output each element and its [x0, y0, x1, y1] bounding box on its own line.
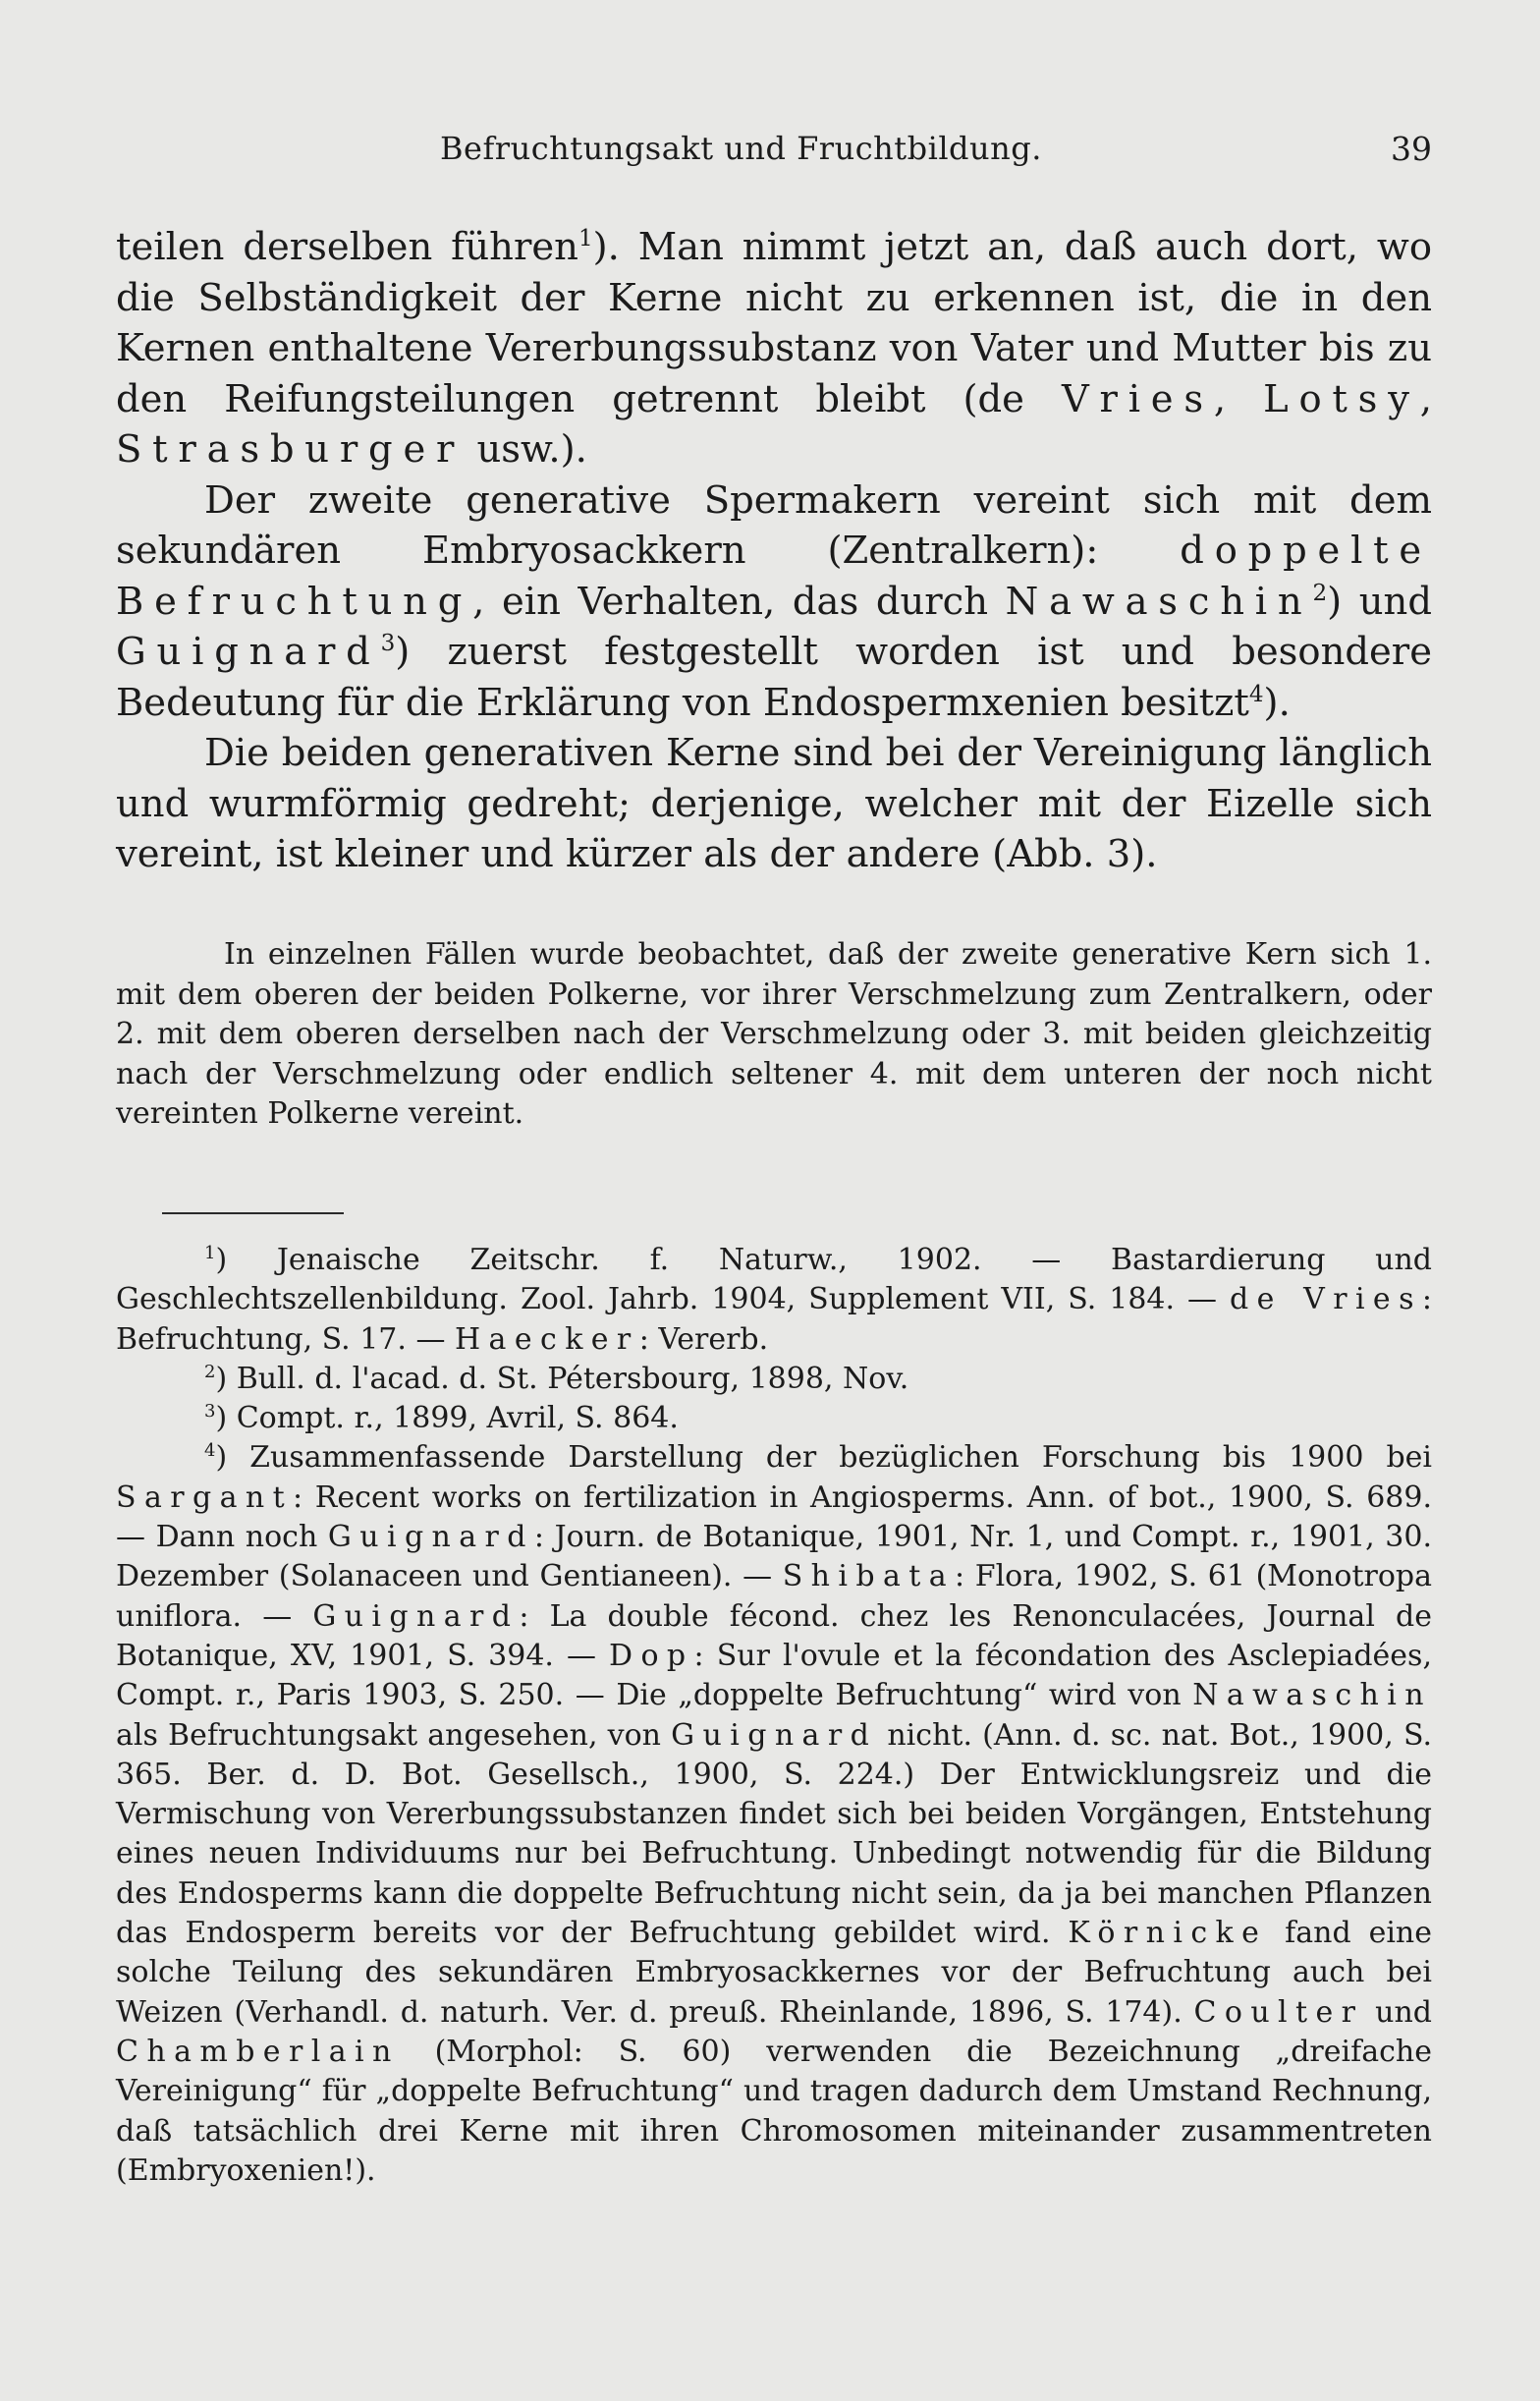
author-name: Guignard — [327, 1520, 534, 1555]
footnote-separator — [162, 1212, 344, 1214]
footnote-3: $^3$) Compt. r., 1899, Avril, S. 864. — [204, 1401, 679, 1436]
author-name: Sargant — [116, 1480, 294, 1515]
footnote-ref-2: 2 — [1312, 580, 1328, 606]
footnote-ref-1: 1 — [578, 226, 593, 252]
author-name: Vries — [1061, 376, 1214, 421]
author-name: Guignard — [312, 1598, 520, 1634]
small-print-paragraph: In einzelnen Fällen wurde beobachtet, daß der zweite generative Kern sich 1. mit dem oberen der beiden Polkerne, vor ihrer Verschmelzung zum Zentralkern, oder 2. mit dem oberen derselben nach der Verschmelzung oder 3. mit beiden gleichzeitig nach der Verschmelzung oder endlich seltener 4. mit dem unteren der noch nicht vereinten Polkerne vereint. — [116, 937, 1432, 1131]
page-number: 39 — [1391, 130, 1432, 168]
author-name: Shibata — [782, 1559, 956, 1594]
footnote-1: $^1$) Jenaische Zeitschr. f. Naturw., 1902. — Bastardierung und Geschlechtszellenbildung. Zool. Jahrb. 1904, Supplement VII, S. 184. — de Vries: Befruchtung, S. 17. — Haecker: Vererb. — [116, 1243, 1432, 1357]
paragraph-3: Die beiden generativen Kerne sind bei der Vereinigung länglich und wurmförmig gedreht; derjenige, welcher mit der Eizelle sich vereint, ist kleiner und kürzer als der andere (Abb. 3). — [116, 731, 1432, 876]
footnotes — [116, 1241, 1432, 2191]
footnote-4: $^4$) Zusammenfassende Darstellung der bezüglichen Forschung bis 1900 bei Sargant: Recent works on fertilization in Angiosperms. Ann. of bot., 1900, S. 689. — Dann noch Guignard: Journ. de Botanique, 1901, Nr. 1, und Compt. r., 1901, 30. Dezember (Solanaceen und Gentianeen). — Shibata: Flora, 1902, S. 61 (Monotropa uniflora. — Guignard: La double fécond. chez les Renonculacées, Journal de Botanique, XV, 1901, S. 394. — Dop: Sur l'ovule et la fécondation des Asclepiadées, Compt. r., Paris 1903, S. 250. — Die „doppelte Befruchtung“ wird von Nawaschin als Befruchtungsakt angesehen, von Guignard nicht. (Ann. d. sc. nat. Bot., 1900, S. 365. Ber. d. D. Bot. Gesellsch., 1900, S. 224.) Der Entwicklungsreiz und die Vermischung von Vererbungssubstanzen findet sich bei beiden Vorgängen, Entstehung eines neuen Individuums nur bei Befruchtung. Unbedingt notwendig für die Bildung des Endosperms kann die doppelte Befruchtung nicht sein, da ja bei manchen Pflanzen das Endosperm bereits vor der Befruchtung gebildet wird. Körnicke fand eine solche Teilung des sekundären Embryosackkernes vor der Befruchtung auch bei Weizen (Verhandl. d. naturh. Ver. d. preuß. Rheinlande, 1896, S. 174). Coulter und Chamberlain (Morphol: S. 60) verwenden die Bezeichnung „dreifache Vereinigung“ für „doppelte Befruchtung“ und tragen dadurch dem Umstand Rechnung, daß tatsächlich drei Kerne mit ihren Chromosomen miteinander zusammentreten (Embryoxenien!). — [116, 1440, 1432, 2188]
author-name: Haecker — [455, 1321, 639, 1357]
author-name: Chamberlain — [116, 2034, 400, 2069]
footnote-2: $^2$) Bull. d. l'acad. d. St. Pétersbourg, 1898, Nov. — [204, 1361, 909, 1396]
author-name: Körnicke — [1068, 1916, 1268, 1951]
author-name: Nawaschin — [1005, 579, 1313, 624]
footnote-ref-3: 3 — [380, 631, 396, 657]
running-title: Befruchtungsakt und Fruchtbildung. — [440, 130, 1042, 167]
author-name: Dop — [609, 1638, 694, 1673]
author-name: Guignard — [116, 630, 381, 674]
author-name: de Vries — [1230, 1282, 1422, 1317]
author-name: Coulter — [1193, 1994, 1364, 2030]
author-name: Nawaschin — [1192, 1678, 1432, 1713]
author-name: Strasburger — [116, 427, 466, 472]
emphasized-term: doppelte Befruchtung — [116, 529, 1432, 624]
main-text — [116, 222, 1432, 880]
author-name: Guignard — [671, 1717, 878, 1753]
paragraph-2: Der zweite generative Spermakern vereint sich mit dem sekundären Embryosackkern (Zentralkern): doppelte Befruchtung, ein Verhalten, das durch Nawaschin$^2$) und Guignard$^3$) zuerst festgestellt worden ist und besondere Bedeutung für die Erklärung von Endospermxenien besitzt$^4$). — [116, 477, 1432, 725]
paragraph-1: teilen derselben führen$^1$). Man nimmt jetzt an, daß auch dort, wo die Selbständigkeit der Kerne nicht zu erkennen ist, die in den Kernen enthaltene Vererbungssubstanz von Vater und Mutter bis zu den Reifungsteilungen getrennt bleibt (de Vries, Lotsy, Strasburger usw.). — [116, 225, 1432, 472]
footnote-ref-4: 4 — [1248, 681, 1264, 707]
author-name: Lotsy — [1263, 376, 1420, 421]
page-header — [116, 130, 1432, 179]
